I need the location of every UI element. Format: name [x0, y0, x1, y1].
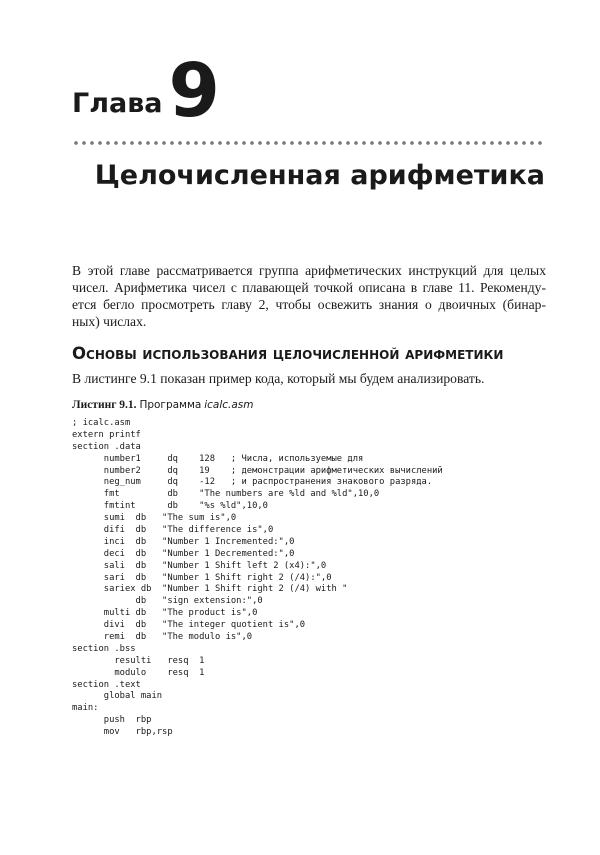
- code-line: multi db "The product is",0: [72, 608, 258, 619]
- code-line: push rbp: [72, 715, 152, 726]
- code-line: inci db "Number 1 Incremented:",0: [72, 536, 295, 547]
- code-line: section .text: [72, 679, 141, 690]
- listing-label: Листинг 9.1.: [72, 399, 137, 411]
- chapter-heading: [72, 48, 221, 134]
- code-line: fmtint db "%s %ld",10,0: [72, 501, 268, 512]
- code-line: difi db "The difference is",0: [72, 525, 274, 536]
- code-line: deci db "Number 1 Decremented:",0: [72, 548, 295, 559]
- code-line: sali db "Number 1 Shift left 2 (x4):",0: [72, 560, 327, 571]
- code-line: neg_num dq -12 ; и распространения знакового разряда.: [72, 477, 433, 488]
- code-line: main:: [72, 703, 99, 714]
- code-line: mov rbp,rsp: [72, 727, 173, 738]
- code-line: number1 dq 128 ; Числа, используемые для: [72, 453, 364, 464]
- section-paragraph: В листинге 9.1 показан пример кода, который мы будем анализировать.: [72, 371, 485, 386]
- listing-filename: icalc.asm: [204, 399, 254, 411]
- code-line: resulti resq 1: [72, 655, 205, 666]
- code-line: extern printf: [72, 429, 141, 440]
- dotted-divider: [72, 140, 546, 146]
- listing-caption: [72, 398, 254, 412]
- listing-caption-text: Программа: [139, 399, 202, 411]
- code-line: section .data: [72, 441, 141, 452]
- intro-line: ных) числах.: [72, 314, 147, 329]
- intro-paragraph: [72, 262, 546, 330]
- intro-line: В этой главе рассматривается группа арифметических инструкций для целых: [72, 263, 546, 278]
- intro-line: чисел. Арифметика чисел с плавающей точкой описана в главе 11. Рекоменду-: [72, 280, 546, 295]
- code-line: sariex db "Number 1 Shift right 2 (/4) with ": [72, 584, 348, 595]
- code-line: global main: [72, 691, 163, 702]
- code-line: section .bss: [72, 643, 136, 654]
- intro-line: ется бегло просмотреть главу 2, чтобы освежить знания о двоичных (бинар-: [72, 297, 546, 312]
- section-title: Основы использования целочисленной арифметики: [72, 344, 504, 363]
- code-line: sumi db "The sum is",0: [72, 513, 237, 524]
- chapter-number: 9: [168, 48, 221, 134]
- code-line: sari db "Number 1 Shift right 2 (/4):",0: [72, 572, 332, 583]
- chapter-word: Глава: [72, 88, 163, 120]
- code-line: modulo resq 1: [72, 667, 205, 678]
- code-line: remi db "The modulo is",0: [72, 632, 253, 643]
- code-line: ; icalc.asm: [72, 418, 131, 428]
- chapter-title: Целочисленная арифметика: [94, 160, 545, 191]
- code-line: db "sign extension:",0: [72, 596, 263, 607]
- code-line: fmt db "The numbers are %ld and %ld",10,0: [72, 489, 380, 500]
- code-line: number2 dq 19 ; демонстрации арифметических вычислений: [72, 465, 443, 476]
- code-listing: [72, 418, 443, 739]
- code-line: divi db "The integer quotient is",0: [72, 620, 306, 631]
